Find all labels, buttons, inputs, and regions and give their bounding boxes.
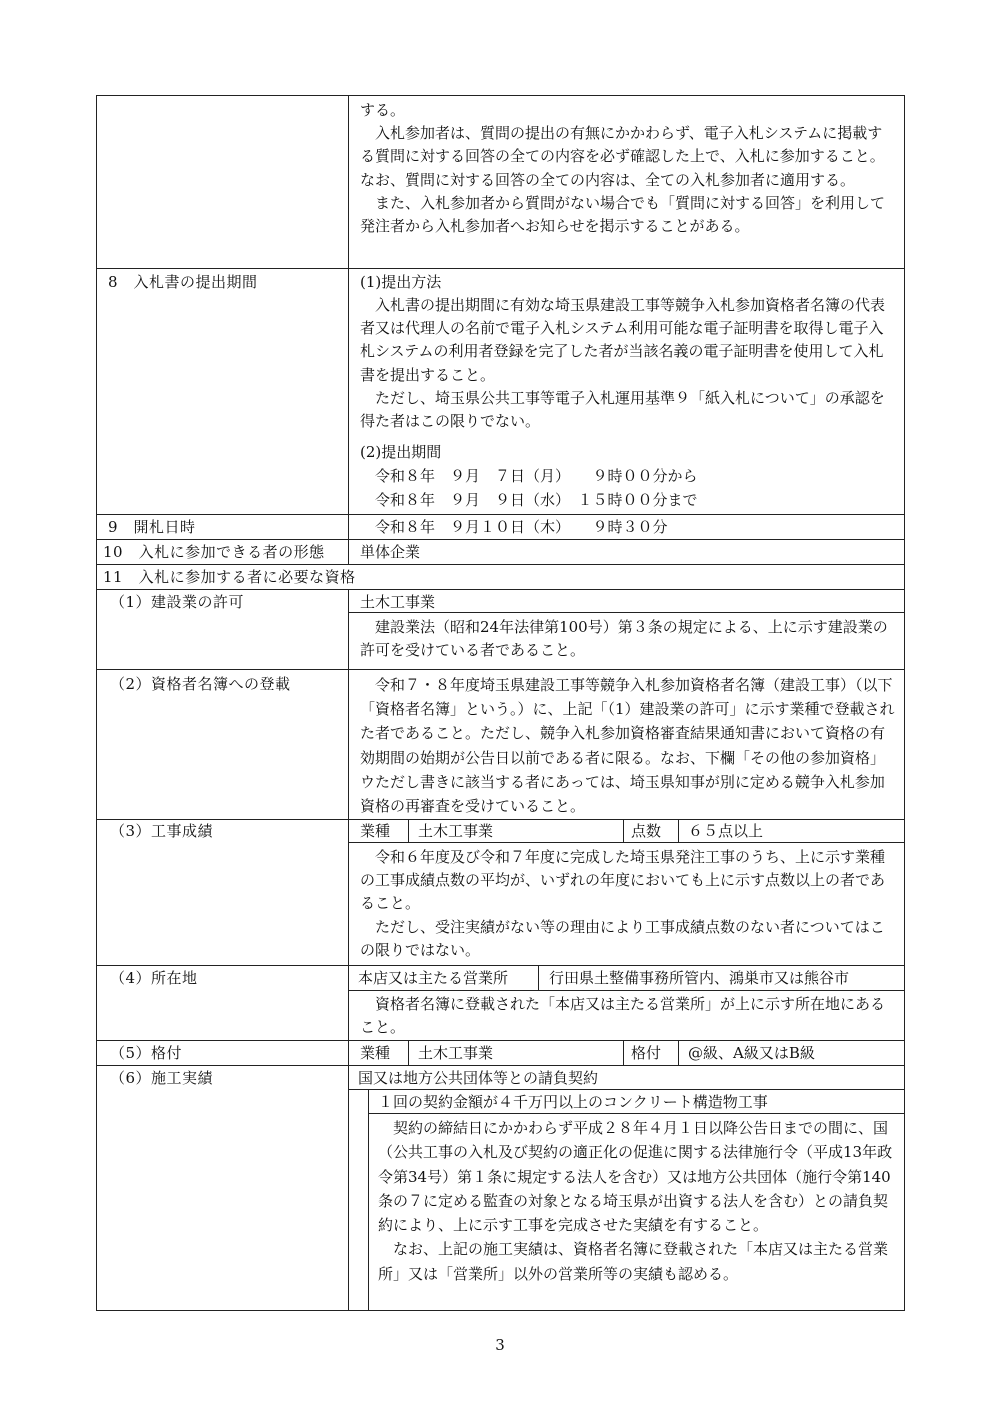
- row-divider: [96, 539, 905, 540]
- opening-datetime: 令和８年 ９月１０日（木） ９時３０分: [360, 518, 668, 536]
- cell-divider: [623, 819, 624, 842]
- column-divider: [348, 95, 349, 564]
- cell-divider: [538, 965, 539, 990]
- participant-form: 単体企業: [360, 543, 421, 561]
- location-label: （4）所在地: [110, 969, 198, 987]
- submission-start: 令和８年 ９月 ７日（月） ９時００分から: [360, 467, 698, 485]
- grade-key-2: 格付: [631, 1044, 662, 1062]
- location-key: 本店又は主たる営業所: [358, 969, 509, 987]
- cell-divider: [368, 1089, 369, 1311]
- cell-divider: [408, 819, 409, 842]
- column-divider: [348, 589, 349, 1311]
- grade-key-1: 業種: [360, 1044, 391, 1062]
- construction-record-head: 国又は地方公共団体等との請負契約: [358, 1069, 599, 1087]
- item-8-label: 8 入札書の提出期間: [108, 273, 258, 291]
- item-11-label: 11 入札に参加する者に必要な資格: [103, 568, 356, 586]
- cell-divider: [348, 990, 905, 991]
- performance-key-2: 点数: [631, 822, 662, 840]
- registry-text: 令和７・８年度埼玉県建設工事等競争入札参加資格者名簿（建設工事）（以下「資格者名簿」という。）に、上記「（1）建設業の許可」に示す業種で登載された者であること。ただし、競争入札参加資格審査結果通知書において資格の有効期間の始期が公告日以前である者に限る。なお、下欄「その他の参加資格」ウただし書きに該当する者にあっては、埼玉県知事が別に定める競争入札参加資格の再審査を受けていること。: [360, 676, 895, 816]
- license-text: 建設業法（昭和24年法律第100号）第３条の規定による、上に示す建設業の許可を受けている者であること。: [360, 618, 888, 660]
- construction-record-label: （6）施工実績: [110, 1069, 214, 1087]
- grade-value-1: 土木工事業: [418, 1044, 494, 1062]
- construction-record-text: 契約の締結日にかかわらず平成２８年４月１日以降公告日までの間に、国（公共工事の入札及び契約の適正化の促進に関する法律施行令（平成13年政令第34号）第１条に規定する法人を含む）又は地方公共団体（施行令第140条の７に定める監査の対象となる埼玉県が出資する法人を含む）との請負契約により、上に示す工事を完成させた実績を有すること。 なお、上記の施工実績は、資格者名簿に登載された「本店又は主たる営業所」又は「営業所」以外の営業所等の実績も認める。: [378, 1119, 893, 1283]
- row-divider: [96, 669, 905, 670]
- performance-text: 令和６年度及び令和７年度に完成した埼玉県発注工事のうち、上に示す業種の工事成績点数の平均が、いずれの年度においても上に示す点数以上の者であること。 ただし、受注実績がない等の理由により工事成績点数のない者についてはこの限りではない。: [360, 848, 886, 959]
- row-divider: [96, 1065, 905, 1066]
- location-text: 資格者名簿に登載された「本店又は主たる営業所」が上に示す所在地にあること。: [360, 995, 886, 1037]
- submission-method-heading: (1)提出方法: [360, 273, 442, 291]
- grade-value-2: @級、A級又はB級: [688, 1044, 815, 1062]
- item-10-label: 10 入札に参加できる者の形態: [103, 543, 325, 561]
- registry-label: （2）資格者名簿への登載: [110, 675, 291, 693]
- row-divider: [96, 564, 905, 565]
- row-divider: [96, 589, 905, 590]
- license-type: 土木工事業: [360, 593, 436, 611]
- submission-method-text: 入札書の提出期間に有効な埼玉県建設工事等競争入札参加資格者名簿の代表者又は代理人の名前で電子入札システム利用可能な電子証明書を取得し電子入札システムの利用者登録を完了した者が当該名義の電子証明書を使用して入札書を提出すること。 ただし、埼玉県公共工事等電子入札運用基準９「紙入札について」の承認を得た者はこの限りでない。: [360, 296, 886, 431]
- performance-value-2: ６５点以上: [688, 822, 764, 840]
- item-9-label: 9 開札日時: [108, 518, 196, 536]
- license-label: （1）建設業の許可: [110, 593, 245, 611]
- performance-value-1: 土木工事業: [418, 822, 494, 840]
- submission-end: 令和８年 ９月 ９日（水） １５時００分まで: [360, 491, 698, 509]
- cell-divider: [623, 1040, 624, 1065]
- performance-key-1: 業種: [360, 822, 391, 840]
- cell-divider: [678, 819, 679, 842]
- cell-divider: [678, 1040, 679, 1065]
- row-divider: [96, 514, 905, 515]
- page-number: 3: [495, 1336, 505, 1354]
- row-divider: [96, 1040, 905, 1041]
- row-divider: [96, 819, 905, 820]
- submission-period-heading: (2)提出期間: [360, 443, 442, 461]
- cell-divider: [408, 1040, 409, 1065]
- construction-record-sub: １回の契約金額が４千万円以上のコンクリート構造物工事: [378, 1093, 768, 1111]
- row-divider: [96, 965, 905, 966]
- grade-label: （5）格付: [110, 1044, 183, 1062]
- row-divider: [96, 268, 905, 269]
- question-answer-text: する。 入札参加者は、質問の提出の有無にかかわらず、電子入札システムに掲載する質問に対する回答の全ての内容を必ず確認した上で、入札に参加すること。なお、質問に対する回答の全ての内容は、全ての入札参加者に適用する。 また、入札参加者から質問がない場合でも「質問に対する回答」を利用して発注者から入札参加者へお知らせを掲示することがある。: [360, 101, 886, 236]
- performance-label: （3）工事成績: [110, 822, 214, 840]
- location-value: 行田県土整備事務所管内、鴻巣市又は熊谷市: [549, 969, 850, 987]
